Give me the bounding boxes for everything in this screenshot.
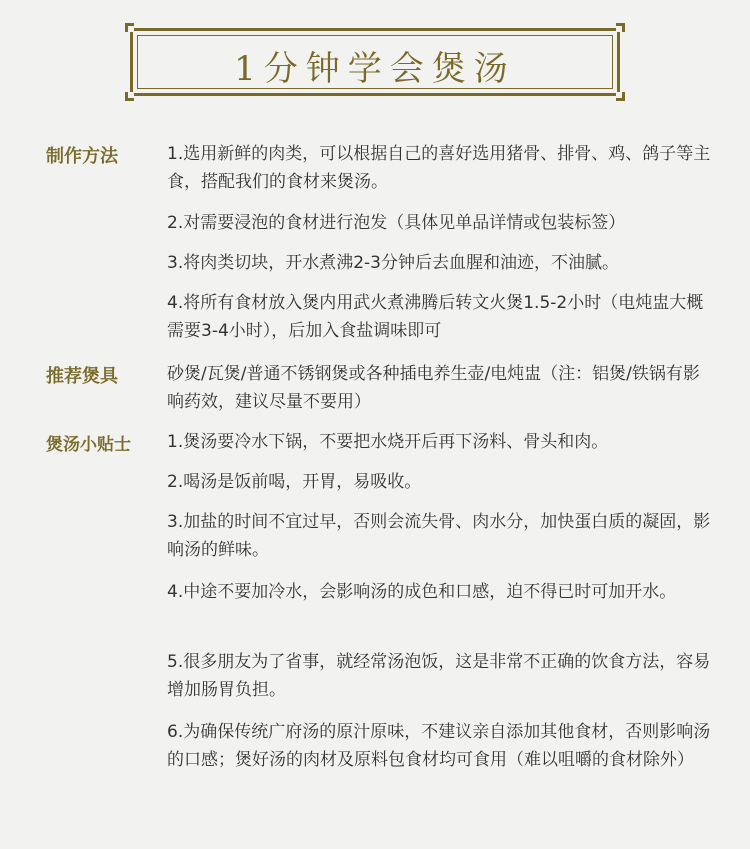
cookware-recommendation: 砂煲/瓦煲/普通不锈钢煲或各种插电养生壶/电炖盅（注：铝煲/铁锅有影响药效，建议尽量不要用）	[167, 364, 700, 412]
page-title: 1分钟学会煲汤	[234, 49, 516, 89]
frame-corner	[616, 92, 625, 101]
frame-corner	[616, 23, 625, 32]
method-step-3: 3.将肉类切块，开水煮沸2-3分钟后去血腥和油迹，不油腻。	[167, 253, 619, 273]
tip-1: 1.煲汤要冷水下锅，不要把水烧开后再下汤料、骨头和肉。	[167, 432, 609, 452]
frame-corner	[125, 92, 134, 101]
section-label-cookware: 推荐煲具	[46, 366, 118, 387]
section-label-tips: 煲汤小贴士	[46, 435, 131, 455]
method-step-1: 1.选用新鲜的肉类，可以根据自己的喜好选用猪骨、排骨、鸡、鸽子等主食，搭配我们的食材来煲汤。	[167, 144, 711, 192]
frame-corner	[125, 23, 134, 32]
tip-4: 4.中途不要加冷水，会影响汤的成色和口感，迫不得已时可加开水。	[167, 582, 677, 602]
section-label-method: 制作方法	[46, 146, 118, 167]
title-frame	[130, 28, 620, 96]
tip-6: 6.为确保传统广府汤的原汁原味，不建议亲自添加其他食材，否则影响汤的口感；煲好汤的肉材及原料包食材均可食用（难以咀嚼的食材除外）	[167, 722, 711, 770]
tip-5: 5.很多朋友为了省事，就经常汤泡饭，这是非常不正确的饮食方法，容易增加肠胃负担。	[167, 652, 711, 700]
tip-2: 2.喝汤是饭前喝，开胃，易吸收。	[167, 472, 422, 492]
tip-3: 3.加盐的时间不宜过早，否则会流失骨、肉水分，加快蛋白质的凝固，影响汤的鲜味。	[167, 512, 711, 560]
method-step-4: 4.将所有食材放入煲内用武火煮沸腾后转文火煲1.5-2小时（电炖盅大概需要3-4小时），后加入食盐调味即可	[167, 293, 704, 341]
method-step-2: 2.对需要浸泡的食材进行泡发（具体见单品详情或包装标签）	[167, 213, 626, 233]
